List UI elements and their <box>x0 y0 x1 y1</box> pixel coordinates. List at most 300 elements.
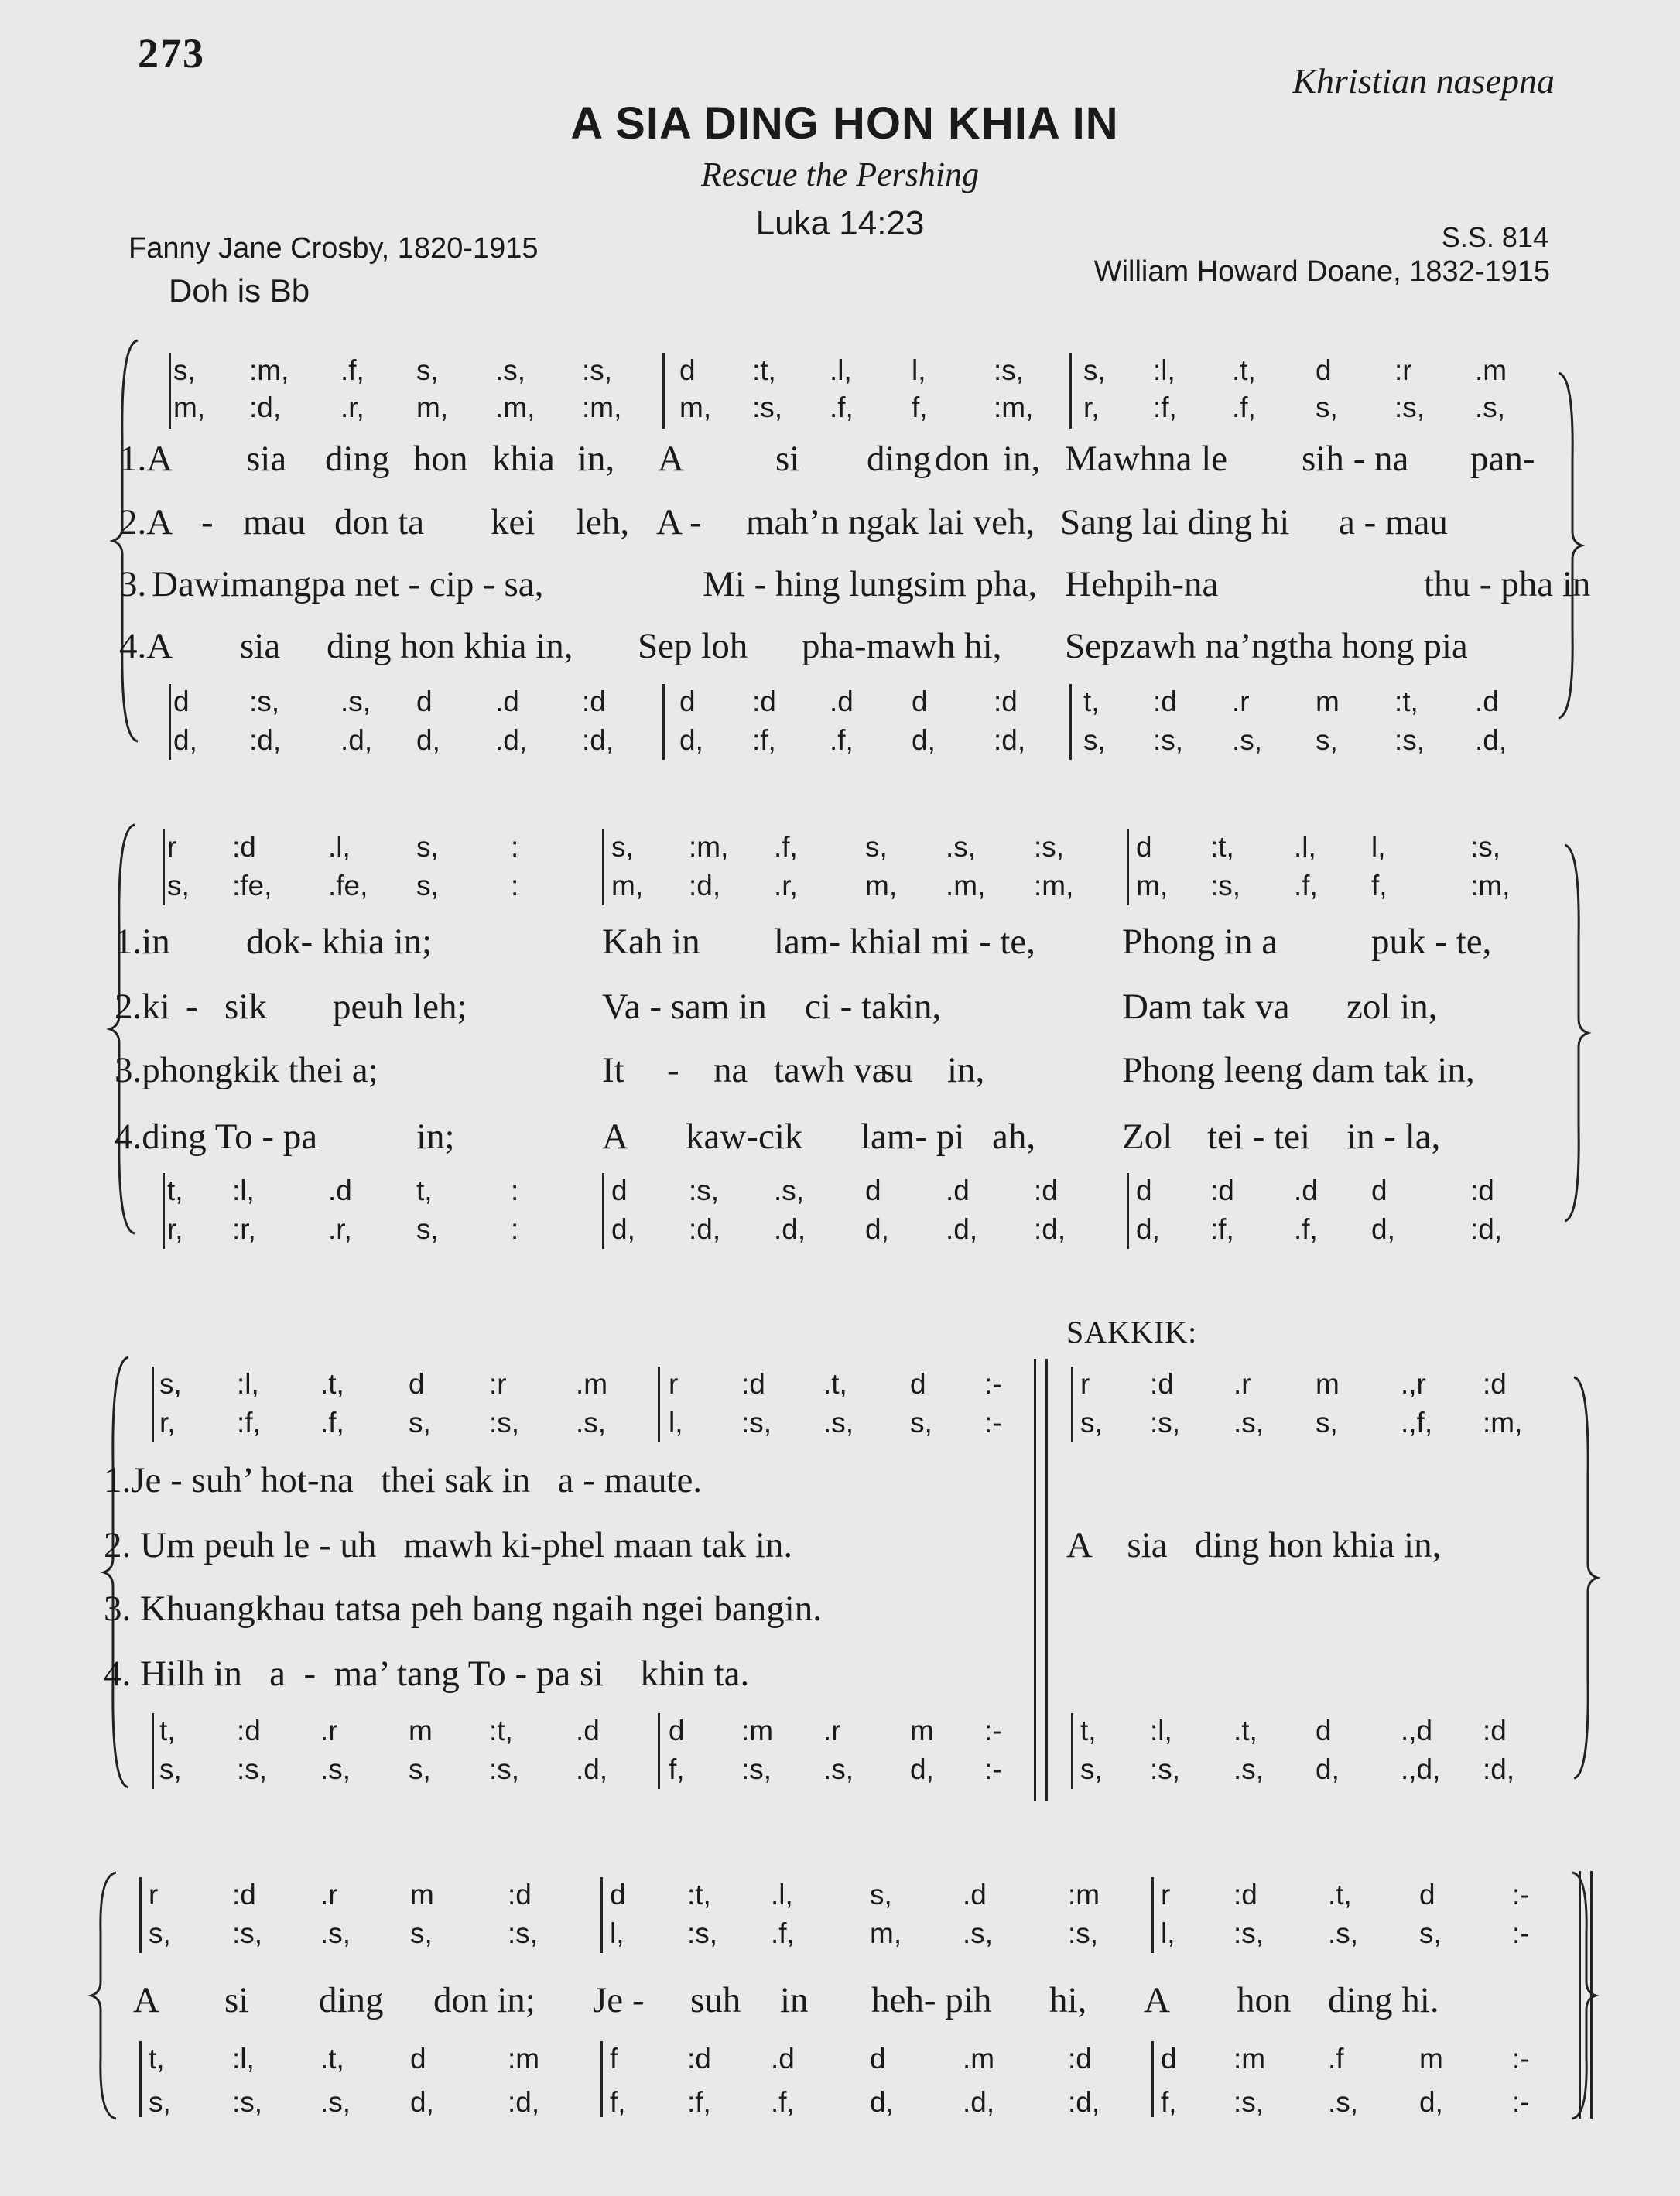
lyric-word: mau <box>243 502 306 542</box>
solfa-note: :s, <box>741 1753 772 1785</box>
solfa-note: .t, <box>320 1368 344 1400</box>
solfa-note: .d, <box>576 1753 608 1785</box>
solfa-note: :m, <box>1470 870 1511 901</box>
barline-0 <box>169 353 171 429</box>
lyric-word: suh <box>690 1980 741 2020</box>
solfa-note: d, <box>416 724 440 756</box>
lyric-word: a - mau <box>1339 502 1448 542</box>
solfa-note: .s, <box>320 2086 351 2118</box>
barline-2 <box>1071 1713 1073 1789</box>
solfa-note: s, <box>1316 724 1338 756</box>
solfa-note: :f, <box>1210 1213 1234 1245</box>
solfa-note: r, <box>159 1407 176 1438</box>
solfa-note: .f, <box>1232 392 1256 423</box>
solfa-note: .s, <box>946 831 977 863</box>
solfa-note: :d, <box>1034 1213 1066 1245</box>
lyric-word: Phong leeng dam tak in, <box>1122 1050 1475 1090</box>
solfa-note: :s, <box>1210 870 1241 901</box>
solfa-note: d <box>409 1368 425 1400</box>
chorus-lyric: A sia ding hon khia in, <box>1066 1525 1442 1565</box>
lyric-word: 3.phongkik thei a; <box>115 1050 378 1090</box>
solfa-note: :l, <box>232 2043 255 2075</box>
solfa-note: d <box>1136 831 1152 863</box>
solfa-note: .,d <box>1401 1715 1433 1746</box>
solfa-note: :s, <box>232 2086 263 2118</box>
lyric-word: Mi - hing lungsim pha, <box>703 564 1038 604</box>
solfa-note: l, <box>669 1407 683 1438</box>
lyric-word: heh- pih <box>871 1980 992 2020</box>
lyric-word: sih - na <box>1302 439 1409 479</box>
lyric-word: 1.in <box>115 922 170 962</box>
solfa-note: .l, <box>830 354 852 386</box>
solfa-note: d <box>610 1879 626 1910</box>
solfa-note: .r <box>823 1715 841 1746</box>
lyric-word: - <box>667 1050 679 1090</box>
solfa-note: d, <box>1316 1753 1340 1785</box>
solfa-note: :s, <box>232 1917 263 1949</box>
barline-1 <box>602 829 604 905</box>
solfa-note: .r, <box>328 1213 352 1245</box>
solfa-note: :f, <box>1153 392 1177 423</box>
solfa-note: .s, <box>495 354 526 386</box>
solfa-note: .d <box>576 1715 600 1746</box>
solfa-note: :d, <box>582 724 614 756</box>
lyric-word: It <box>602 1050 624 1090</box>
solfa-note: .d, <box>946 1213 978 1245</box>
lyric-word: 2.ki <box>115 987 170 1027</box>
solfa-note: .s, <box>340 686 371 717</box>
solfa-note: d <box>865 1175 881 1206</box>
solfa-note: :- <box>984 1407 1002 1438</box>
lyric-line: 1.Je - suh’ hot-na thei sak in a - maute. <box>104 1460 703 1500</box>
solfa-note: :s, <box>489 1753 520 1785</box>
solfa-note: .s, <box>320 1917 351 1949</box>
solfa-note: d, <box>1419 2086 1443 2118</box>
solfa-note: :d <box>1150 1368 1174 1400</box>
lyric-word: dok- khia in; <box>246 922 433 962</box>
solfa-note: d <box>669 1715 685 1746</box>
solfa-note: s, <box>159 1368 182 1400</box>
solfa-note: m <box>1316 1368 1340 1400</box>
solfa-note: .m <box>1475 354 1507 386</box>
barline-2 <box>1069 684 1072 760</box>
solfa-note: s, <box>1080 1407 1103 1438</box>
solfa-note: :d <box>237 1715 261 1746</box>
solfa-note: :m, <box>994 392 1034 423</box>
solfa-note: m <box>910 1715 934 1746</box>
solfa-note: r <box>149 1879 159 1910</box>
solfa-note: :d, <box>994 724 1026 756</box>
lyric-word: don ta <box>334 502 425 542</box>
solfa-note: .f, <box>320 1407 344 1438</box>
barline-2 <box>1069 353 1072 429</box>
solfa-note: :s, <box>489 1407 520 1438</box>
lyric-word: in <box>780 1980 809 2020</box>
solfa-note: :d, <box>1068 2086 1100 2118</box>
solfa-note: .s, <box>576 1407 607 1438</box>
solfa-note: .s, <box>1328 2086 1359 2118</box>
solfa-note: d <box>1419 1879 1435 1910</box>
barline-0 <box>163 829 165 905</box>
lyric-word: kaw-cik <box>686 1117 803 1157</box>
solfa-note: m, <box>870 1917 902 1949</box>
left-brace <box>108 823 139 1235</box>
solfa-note: r, <box>1083 392 1100 423</box>
solfa-note: :s, <box>508 1917 539 1949</box>
solfa-note: :m <box>1068 1879 1100 1910</box>
barline-1 <box>662 353 665 429</box>
barline-1 <box>658 1713 660 1789</box>
solfa-note: .r <box>320 1715 338 1746</box>
barline-0 <box>163 1173 165 1249</box>
solfa-note: :l, <box>237 1368 259 1400</box>
solfa-note: :l, <box>1153 354 1175 386</box>
solfa-note: d <box>1136 1175 1152 1206</box>
hymn-reference: S.S. 814 <box>1441 221 1548 253</box>
solfa-note: t, <box>1080 1715 1097 1746</box>
solfa-note: :t, <box>752 354 776 386</box>
solfa-note: l, <box>1371 831 1386 863</box>
solfa-note: :m, <box>1483 1407 1523 1438</box>
lyric-word: na <box>713 1050 748 1090</box>
solfa-note: d <box>679 354 696 386</box>
solfa-note: d, <box>865 1213 889 1245</box>
lyric-word: Dam tak va <box>1122 987 1290 1027</box>
solfa-note: .d <box>1294 1175 1318 1206</box>
lyric-word: Kah in <box>602 922 700 962</box>
solfa-note: d, <box>1136 1213 1160 1245</box>
lyric-word: A - <box>656 502 702 542</box>
left-brace <box>102 1356 133 1789</box>
solfa-note: m <box>1419 2043 1443 2075</box>
lyric-word: A <box>133 1980 159 2020</box>
solfa-note: f, <box>1371 870 1387 901</box>
tune-name: Rescue the Pershing <box>700 156 980 193</box>
solfa-note: :f, <box>687 2086 711 2118</box>
solfa-note: .s, <box>320 1753 351 1785</box>
lyric-word: Je - <box>593 1980 645 2020</box>
solfa-note: : <box>511 1213 519 1245</box>
lyric-line: 2. Um peuh le - uh mawh ki-phel maan tak in. <box>104 1525 793 1565</box>
solfa-note: :- <box>1512 1917 1530 1949</box>
solfa-note: :l, <box>232 1175 255 1206</box>
solfa-note: .l, <box>1294 831 1316 863</box>
barline-1 <box>658 1367 660 1442</box>
lyric-word: don <box>935 439 990 479</box>
barline-2 <box>1127 1173 1129 1249</box>
right-brace <box>1571 1376 1602 1780</box>
solfa-note: :s, <box>1150 1753 1181 1785</box>
lyric-word: Sepzawh na’ngtha hong pia <box>1065 626 1468 666</box>
lyric-word: ding <box>325 439 390 479</box>
solfa-note: s, <box>149 1917 171 1949</box>
solfa-note: l, <box>1161 1917 1175 1949</box>
solfa-note: :d <box>232 1879 256 1910</box>
solfa-note: :- <box>1512 1879 1530 1910</box>
lyric-line: 4. Hilh in a - ma’ tang To - pa si khin ta. <box>104 1654 750 1694</box>
solfa-note: .m, <box>495 392 535 423</box>
barline-1 <box>662 684 665 760</box>
lyric-word: si <box>224 1980 249 2020</box>
solfa-note: .d <box>328 1175 352 1206</box>
solfa-note: f, <box>610 2086 626 2118</box>
solfa-note: :s, <box>1394 392 1425 423</box>
solfa-note: :s, <box>752 392 783 423</box>
solfa-note: .m, <box>946 870 986 901</box>
solfa-note: f, <box>669 1753 685 1785</box>
solfa-note: d <box>611 1175 628 1206</box>
solfa-note: :d, <box>249 392 282 423</box>
solfa-note: d, <box>910 1753 934 1785</box>
solfa-note: .d, <box>495 724 528 756</box>
solfa-note: :d <box>741 1368 765 1400</box>
solfa-note: t, <box>1083 686 1100 717</box>
solfa-note: :- <box>1512 2043 1530 2075</box>
lyric-word: in; <box>416 1117 455 1157</box>
lyric-word: su <box>881 1050 913 1090</box>
solfa-note: : <box>511 831 519 863</box>
solfa-note: s, <box>416 354 439 386</box>
solfa-note: :d <box>687 2043 711 2075</box>
lyric-word: in - la, <box>1346 1117 1441 1157</box>
solfa-note: .t, <box>320 2043 344 2075</box>
solfa-note: s, <box>149 2086 171 2118</box>
barline-2 <box>1151 2041 1154 2117</box>
solfa-note: .r, <box>340 392 364 423</box>
solfa-note: m <box>1316 686 1340 717</box>
lyric-word: Sep loh <box>638 626 748 666</box>
scripture-reference: Luka 14:23 <box>755 204 925 242</box>
lyric-word: pha-mawh hi, <box>802 626 1002 666</box>
solfa-note: d <box>173 686 190 717</box>
solfa-note: t, <box>167 1175 183 1206</box>
lyric-word: sia <box>240 626 281 666</box>
solfa-note: d <box>910 1368 926 1400</box>
lyric-word: A <box>1144 1980 1170 2020</box>
lyric-word: si <box>775 439 800 479</box>
solfa-note: :- <box>984 1753 1002 1785</box>
solfa-note: .t, <box>1232 354 1256 386</box>
left-brace <box>90 1871 121 2120</box>
solfa-note: :d <box>994 686 1018 717</box>
solfa-note: s, <box>1316 1407 1338 1438</box>
solfa-note: .,d, <box>1401 1753 1441 1785</box>
solfa-note: .f, <box>340 354 364 386</box>
lyric-word: mah’n ngak lai veh, <box>746 502 1035 542</box>
barline-1 <box>600 1877 603 1953</box>
barline-0 <box>152 1367 154 1442</box>
lyric-word: pan- <box>1470 439 1535 479</box>
page-number: 273 <box>138 30 205 77</box>
barline-2 <box>1151 1877 1154 1953</box>
solfa-note: .,f, <box>1401 1407 1433 1438</box>
solfa-note: r <box>669 1368 679 1400</box>
lyric-word: ding <box>867 439 932 479</box>
barline-0 <box>139 1877 142 1953</box>
solfa-note: .d, <box>963 2086 995 2118</box>
solfa-note: :s, <box>1034 831 1065 863</box>
solfa-note: :s, <box>1233 1917 1264 1949</box>
lyric-word: khia <box>492 439 555 479</box>
solfa-note: .s, <box>1475 392 1506 423</box>
solfa-note: .s, <box>963 1917 994 1949</box>
solfa-note: m <box>409 1715 433 1746</box>
solfa-note: s, <box>410 1917 433 1949</box>
solfa-note: :s, <box>1233 2086 1264 2118</box>
lyric-word: thu - pha in <box>1424 564 1591 604</box>
solfa-note: .f, <box>771 2086 795 2118</box>
solfa-note: l, <box>610 1917 624 1949</box>
solfa-note: :t, <box>489 1715 513 1746</box>
solfa-note: .d <box>1475 686 1499 717</box>
solfa-note: .f, <box>830 392 854 423</box>
solfa-note: :d <box>1483 1368 1507 1400</box>
lyric-word: in, <box>947 1050 985 1090</box>
solfa-note: l, <box>912 354 926 386</box>
solfa-note: s, <box>409 1407 431 1438</box>
solfa-note: .d, <box>340 724 373 756</box>
lyric-word: Zol <box>1122 1117 1173 1157</box>
solfa-note: :s, <box>687 1917 718 1949</box>
solfa-note: .s, <box>1328 1917 1359 1949</box>
key-signature: Doh is Bb <box>169 272 310 309</box>
solfa-note: m, <box>679 392 712 423</box>
solfa-note: :s, <box>1068 1917 1099 1949</box>
lyric-word: kei <box>491 502 535 542</box>
lyric-word: don in; <box>433 1980 535 2020</box>
lyric-word: leh, <box>576 502 630 542</box>
solfa-note: .m <box>576 1368 608 1400</box>
solfa-note: s, <box>416 870 439 901</box>
lyric-word: ding hi. <box>1328 1980 1439 2020</box>
solfa-note: .r <box>1233 1368 1251 1400</box>
solfa-note: :t, <box>687 1879 711 1910</box>
solfa-note: s, <box>910 1407 932 1438</box>
double-barline <box>1034 1359 1048 1801</box>
solfa-note: .d <box>495 686 519 717</box>
solfa-note: .s, <box>1232 724 1263 756</box>
solfa-note: r, <box>167 1213 183 1245</box>
lyric-word: peuh leh; <box>333 987 467 1027</box>
solfa-note: :d <box>1233 1879 1257 1910</box>
solfa-note: s, <box>167 870 190 901</box>
chorus-label: SAKKIK: <box>1066 1315 1198 1349</box>
barline-1 <box>600 2041 603 2117</box>
solfa-note: m, <box>611 870 644 901</box>
lyric-word: zol in, <box>1346 987 1438 1027</box>
solfa-note: m, <box>1136 870 1168 901</box>
solfa-note: s, <box>1083 354 1106 386</box>
solfa-note: m, <box>173 392 206 423</box>
solfa-note: d, <box>410 2086 434 2118</box>
lyric-word: ci - tak <box>805 987 906 1027</box>
solfa-note: .m <box>963 2043 995 2075</box>
lyric-word: hon <box>413 439 468 479</box>
lyric-word: lam- pi <box>861 1117 965 1157</box>
solfa-note: :d <box>1034 1175 1058 1206</box>
solfa-note: :s, <box>1394 724 1425 756</box>
barline-2 <box>1071 1367 1073 1442</box>
solfa-note: :t, <box>1210 831 1234 863</box>
solfa-note: :d, <box>508 2086 540 2118</box>
solfa-note: r <box>1080 1368 1090 1400</box>
solfa-note: .f, <box>1294 870 1318 901</box>
lyric-word: A <box>602 1117 628 1157</box>
solfa-note: :d <box>1068 2043 1092 2075</box>
solfa-note: .d, <box>1475 724 1507 756</box>
lyric-word: Hehpih-na <box>1065 564 1219 604</box>
solfa-note: .t, <box>823 1368 847 1400</box>
solfa-note: r <box>1161 1879 1171 1910</box>
solfa-note: :d, <box>1470 1213 1503 1245</box>
solfa-note: :r <box>489 1368 507 1400</box>
solfa-note: :d <box>232 831 256 863</box>
solfa-note: :s, <box>994 354 1025 386</box>
lyric-word: in, <box>1003 439 1041 479</box>
solfa-note: :d <box>1210 1175 1234 1206</box>
lyric-word: in, <box>577 439 615 479</box>
lyric-word: lam- khial mi - te, <box>774 922 1036 962</box>
solfa-note: :s, <box>741 1407 772 1438</box>
solfa-note: .d <box>830 686 854 717</box>
solfa-note: d <box>870 2043 886 2075</box>
solfa-note: :t, <box>1394 686 1418 717</box>
solfa-note: .r <box>320 1879 338 1910</box>
solfa-note: :s, <box>689 1175 720 1206</box>
solfa-note: d <box>416 686 433 717</box>
solfa-note: .f, <box>771 1917 795 1949</box>
solfa-note: .r, <box>774 870 798 901</box>
solfa-note: .s, <box>774 1175 805 1206</box>
solfa-note: :d <box>508 1879 532 1910</box>
solfa-note: s, <box>870 1879 892 1910</box>
lyric-word: - <box>186 987 198 1027</box>
solfa-note: :r <box>1394 354 1412 386</box>
solfa-note: :d, <box>689 870 721 901</box>
solfa-note: s, <box>173 354 196 386</box>
solfa-note: m, <box>865 870 898 901</box>
solfa-note: .s, <box>823 1753 854 1785</box>
barline-0 <box>152 1713 154 1789</box>
solfa-note: d <box>912 686 928 717</box>
composer-credit: William Howard Doane, 1832-1915 <box>1093 255 1550 288</box>
solfa-note: .d, <box>774 1213 806 1245</box>
solfa-note: .s, <box>823 1407 854 1438</box>
solfa-note: :d <box>1153 686 1177 717</box>
solfa-note: .s, <box>1233 1753 1264 1785</box>
solfa-note: :m, <box>582 392 622 423</box>
solfa-note: :d <box>582 686 606 717</box>
solfa-note: .t, <box>1233 1715 1257 1746</box>
solfa-note: t, <box>159 1715 176 1746</box>
solfa-note: s, <box>1419 1917 1442 1949</box>
solfa-note: .,r <box>1401 1368 1426 1400</box>
solfa-note: d, <box>870 2086 894 2118</box>
solfa-note: .d <box>963 1879 987 1910</box>
solfa-note: :s, <box>1150 1407 1181 1438</box>
lyric-word: 3. <box>119 564 147 604</box>
lyric-word: sik <box>224 987 267 1027</box>
book-title: Khristian nasepna <box>1292 61 1555 101</box>
solfa-note: .f, <box>830 724 854 756</box>
solfa-note: :m <box>508 2043 540 2075</box>
solfa-note: d <box>679 686 696 717</box>
solfa-note: r <box>167 831 177 863</box>
solfa-note: :s, <box>1470 831 1501 863</box>
solfa-note: .d <box>771 2043 795 2075</box>
solfa-note: s, <box>409 1753 431 1785</box>
solfa-note: f, <box>1161 2086 1177 2118</box>
